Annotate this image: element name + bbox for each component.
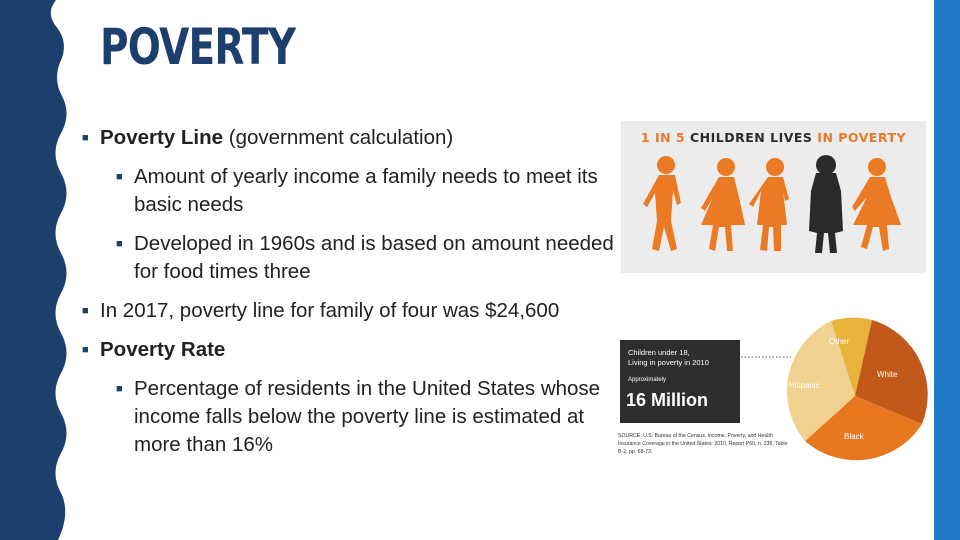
pie-label-other: Other	[829, 337, 850, 346]
bullet-text: Amount of yearly income a family needs to meet its basic needs	[134, 165, 598, 216]
bullet-text: In 2017, poverty line for family of four was $24,600	[100, 299, 560, 322]
slide-title: POVERTY	[100, 18, 296, 76]
box-line-2: Living in poverty in 2010	[628, 358, 709, 367]
pie-label-hispanic: Hispanic	[789, 381, 820, 390]
source-citation: SOURCE: U.S. Bureau of the Census, Income, Poverty, and Health Insurance Coverage in the United States: 2010, Report P60, n. 238, Table B-2, pp. 68-73.	[618, 433, 788, 455]
left-decor-band	[0, 0, 72, 540]
pie-label-white: White	[877, 370, 898, 379]
bullet-2017-line	[82, 297, 622, 325]
bullet-list	[82, 124, 622, 470]
children-poverty-poster	[621, 121, 926, 273]
bullet-text: Developed in 1960s and is based on amount needed for food times three	[134, 232, 614, 283]
children-silhouettes-icon	[621, 121, 926, 273]
poster-title: 1 IN 5 CHILDREN LIVES IN POVERTY	[640, 130, 907, 145]
sub-bullet-percentage	[116, 375, 622, 459]
bullet-bold-text: Poverty Rate	[100, 338, 226, 361]
bullet-square-icon: ■	[82, 344, 89, 356]
bullet-poverty-line	[82, 124, 622, 152]
sub-bullet-yearly-income	[116, 163, 622, 219]
bullet-square-icon: ■	[82, 132, 89, 144]
box-line-1: Children under 18,	[628, 348, 690, 357]
pie-label-black: Black	[844, 432, 864, 441]
bullet-square-icon: ■	[116, 383, 123, 395]
bullet-square-icon: ■	[116, 238, 123, 250]
box-big-number: 16 Million	[626, 390, 709, 410]
box-small-text: Approximately	[628, 377, 667, 383]
children-count-box	[620, 340, 740, 423]
bullet-poverty-rate	[82, 336, 622, 364]
bullet-square-icon: ■	[82, 305, 89, 317]
bullet-square-icon: ■	[116, 171, 123, 183]
bullet-bold-text: Poverty Line	[100, 126, 224, 149]
sub-bullet-developed	[116, 230, 622, 286]
bullet-text: (government calculation)	[223, 126, 454, 149]
right-accent-bar	[934, 0, 960, 540]
bullet-text: Percentage of residents in the United States whose income falls below the poverty line is estimated at more than 16%	[134, 377, 601, 456]
